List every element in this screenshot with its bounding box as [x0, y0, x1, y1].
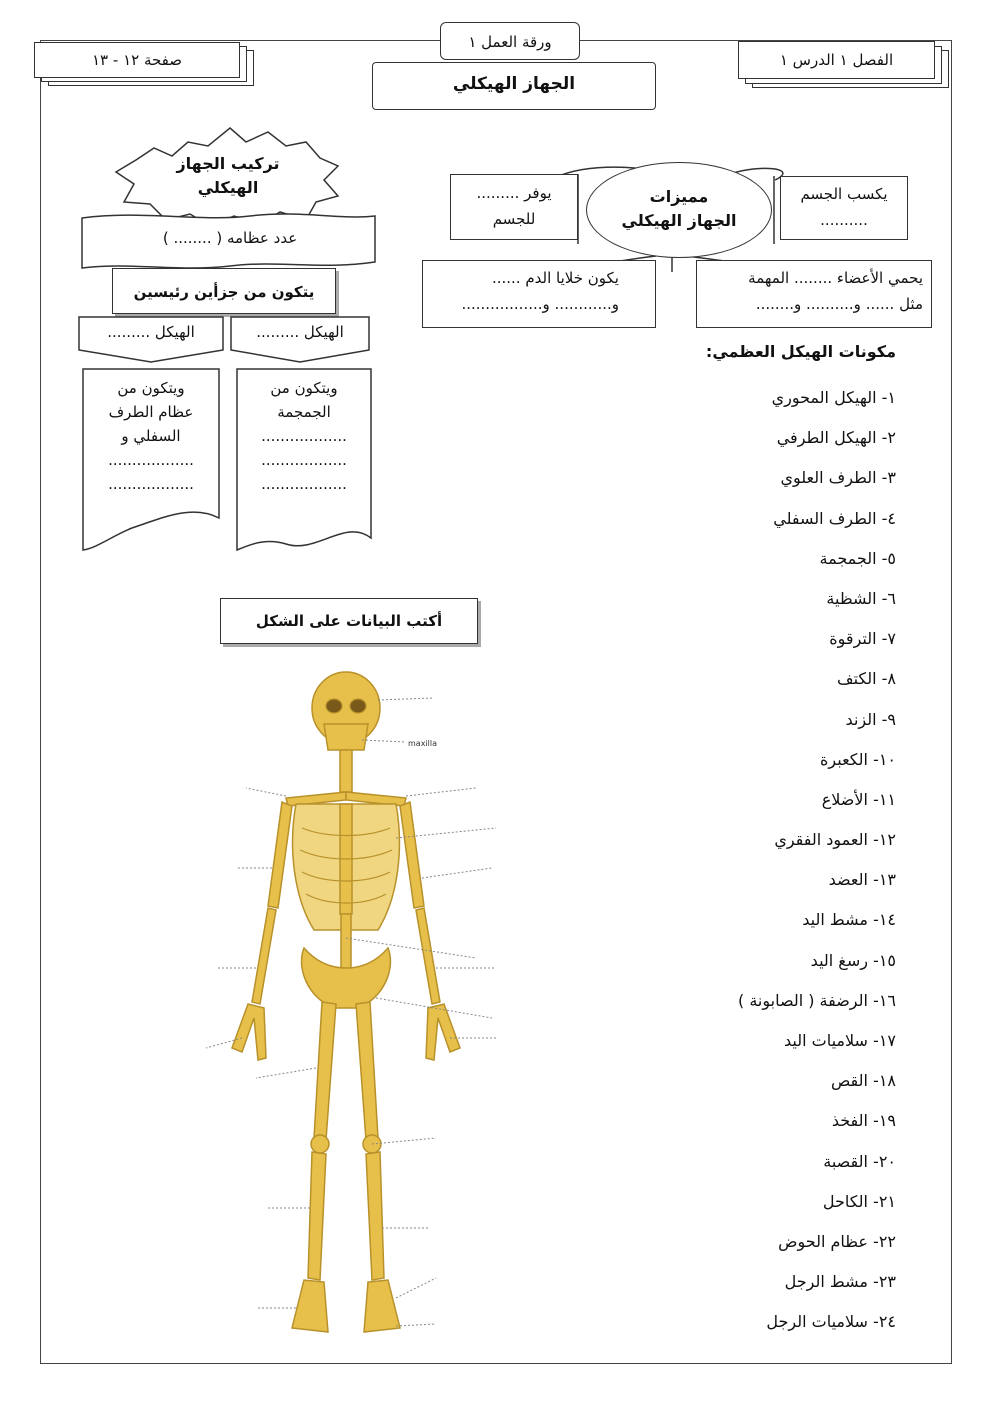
- list-item: ١٣- العضد: [828, 870, 896, 890]
- page-number-box: [34, 42, 240, 78]
- feature-gives-shape-2: ..........: [820, 211, 868, 229]
- list-item: ١٧- سلاميات اليد: [784, 1031, 896, 1050]
- hand-left: [426, 1004, 460, 1060]
- parts-heading: يتكون من جزأين رئيسين: [133, 283, 315, 301]
- left-part-label: الهيكل .........: [107, 323, 195, 341]
- feature-provides-2: للجسم: [492, 210, 536, 228]
- eye-socket-right: [326, 699, 342, 713]
- left-part-blank: ..................: [108, 451, 194, 469]
- femur-left: [356, 1002, 378, 1140]
- list-item: ٢١- الكاحل: [822, 1191, 896, 1211]
- parts-heading-box: [112, 268, 336, 314]
- list-item: ٢- الهيكل الطرفي: [776, 428, 896, 448]
- leader-line: [378, 698, 432, 700]
- lumbar-spine: [341, 914, 351, 974]
- components-list: [620, 338, 896, 1343]
- left-part-blank: ..................: [108, 475, 194, 493]
- feature-blood-cells-2: و............ و.................: [461, 295, 619, 313]
- structure-title-line1: تركيب الجهاز: [176, 154, 280, 173]
- features-center-ellipse: [586, 162, 772, 258]
- list-item: ١٩- الفخذ: [831, 1111, 896, 1131]
- right-part-desc-1: ويتكون من: [270, 379, 338, 397]
- right-part-blank: ..................: [261, 427, 347, 445]
- list-item: ١٦- الرضفة ( الصابونة ): [737, 990, 896, 1010]
- list-item: ١٠- الكعبرة: [820, 749, 896, 769]
- list-item: ٥- الجمجمة: [819, 548, 896, 568]
- features-center-line1: مميزات: [649, 187, 709, 206]
- forearm-left: [416, 908, 440, 1004]
- list-item: ٧- الترقوة: [829, 629, 896, 649]
- skeleton-diagram: [196, 668, 516, 1354]
- right-part-desc: [244, 376, 364, 496]
- lesson-label: الفصل ١ الدرس ١: [779, 51, 894, 69]
- structure-title-line2: الهيكلي: [197, 178, 259, 197]
- leader-line: [346, 938, 476, 958]
- list-item: ٨- الكتف: [837, 669, 896, 689]
- right-part-blank: ..................: [261, 451, 347, 469]
- right-part-desc-2: الجمجمة: [277, 403, 331, 421]
- list-item: ١- الهيكل المحوري: [771, 388, 896, 407]
- right-part-label: الهيكل .........: [256, 323, 344, 341]
- tibia-right: [308, 1152, 326, 1280]
- forearm-right: [252, 908, 276, 1004]
- list-item: ٦- الشظية: [826, 588, 896, 608]
- humerus-right: [268, 802, 292, 908]
- title-box: [372, 62, 656, 110]
- bone-count: عدد عظامه ( ........ ): [162, 229, 298, 247]
- feature-blood-cells-box: [422, 260, 656, 328]
- page-number: صفحة ١٢ - ١٣: [91, 51, 183, 69]
- femur-right: [314, 1002, 336, 1140]
- diagram-heading-box: [220, 598, 478, 644]
- left-part-desc: [90, 376, 212, 496]
- eye-socket-left: [350, 699, 366, 713]
- leader-line: [246, 788, 286, 796]
- foot-left: [364, 1280, 400, 1332]
- feature-blood-cells-1: يكون خلايا الدم ......: [491, 269, 619, 287]
- list-item: ٣- الطرف العلوي: [780, 468, 896, 488]
- feature-protects-1: يحمي الأعضاء ........ المهمة: [748, 269, 923, 287]
- list-item: ١٥- رسغ اليد: [810, 950, 896, 970]
- left-part-desc-2: عظام الطرف: [108, 403, 194, 421]
- page-title: الجهاز الهيكلي: [452, 74, 576, 94]
- left-part-desc-3: السفلي و: [121, 427, 181, 445]
- feature-protects-2: مثل ...... و.......... و........: [755, 295, 923, 313]
- tibia-left: [366, 1152, 384, 1280]
- list-item: ٤- الطرف السفلي: [773, 508, 896, 528]
- hand-right: [232, 1004, 266, 1060]
- worksheet-label: ورقة العمل ١: [468, 33, 552, 51]
- list-item: ١٤- مشط اليد: [802, 910, 896, 930]
- feature-gives-shape-box: [780, 176, 908, 240]
- feature-gives-shape-1: يكسب الجسم: [800, 185, 888, 203]
- feature-provides-1: يوفر .........: [476, 184, 552, 202]
- diagram-heading: أكتب البيانات على الشكل: [255, 612, 443, 630]
- list-item: ٢٤- سلاميات الرجل: [766, 1312, 896, 1332]
- feature-provides-box: [450, 174, 578, 240]
- humerus-left: [400, 802, 424, 908]
- leader-line: [256, 1068, 316, 1078]
- leader-line: [372, 1138, 436, 1144]
- lesson-box: [738, 41, 935, 79]
- patella-right: [311, 1135, 329, 1153]
- neck-vertebrae: [340, 750, 352, 792]
- leader-line: [362, 740, 406, 742]
- list-item: ١١- الأضلاع: [821, 789, 896, 809]
- feature-protects-box: [696, 260, 932, 328]
- jaw: [324, 724, 368, 750]
- list-item: ٢٣- مشط الرجل: [784, 1272, 896, 1292]
- leader-line: [422, 868, 492, 878]
- list-item: ٢٠- القصبة: [823, 1151, 896, 1171]
- skeleton-figure: [232, 672, 460, 1332]
- structure-title: [148, 152, 308, 200]
- list-item: ٢٢- عظام الحوض: [778, 1231, 896, 1251]
- features-center-line2: الجهاز الهيكلي: [621, 211, 737, 230]
- maxilla-label: maxilla: [408, 739, 437, 748]
- components-heading: مكونات الهيكل العظمي:: [705, 342, 896, 361]
- right-part-blank: ..................: [261, 475, 347, 493]
- list-item: ١٢- العمود الفقري: [774, 830, 896, 850]
- leader-line: [406, 788, 476, 796]
- worksheet-tab: [440, 22, 580, 60]
- left-part-desc-1: ويتكون من: [117, 379, 185, 397]
- foot-right: [292, 1280, 328, 1332]
- leader-line: [396, 1278, 436, 1298]
- leader-line: [396, 1324, 436, 1326]
- list-item: ١٨- القص: [830, 1071, 896, 1091]
- list-item: ٩- الزند: [845, 709, 896, 729]
